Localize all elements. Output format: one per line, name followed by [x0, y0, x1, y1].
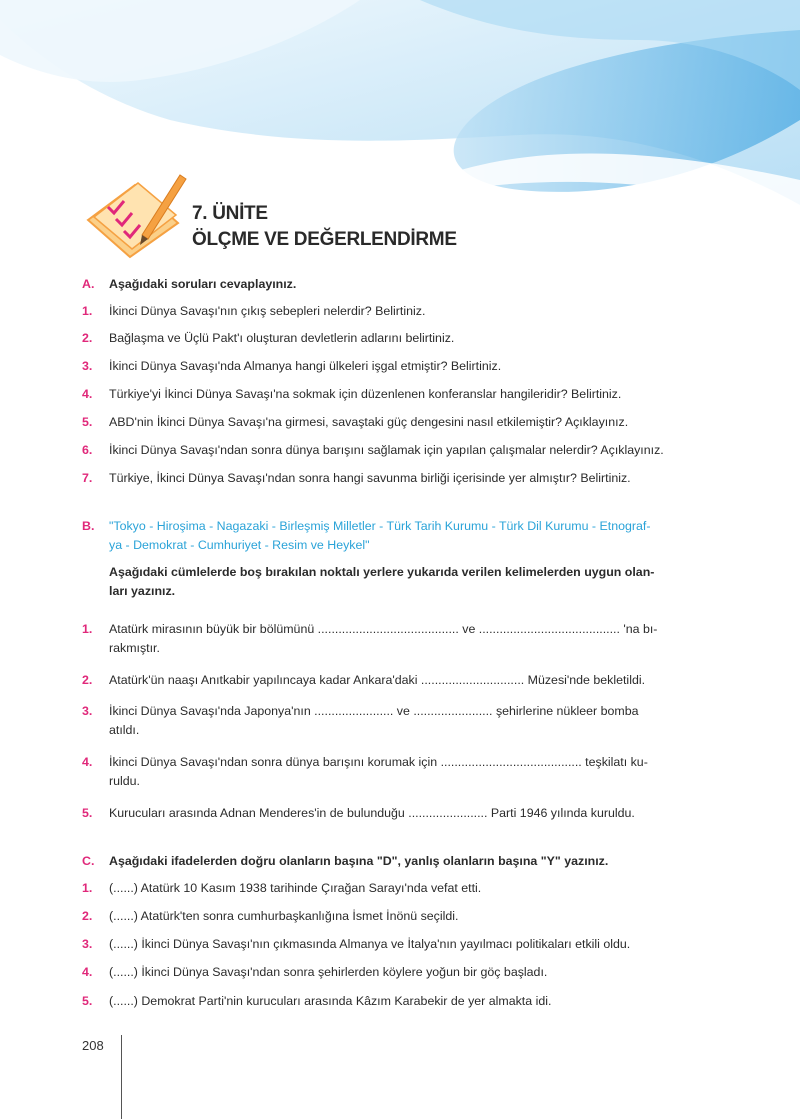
- true-false-text: (......) Demokrat Parti'nin kurucuları arasında Kâzım Karabekir de yer almakta idi.: [109, 994, 552, 1008]
- unit-subtitle: ÖLÇME VE DEĞERLENDİRME: [192, 229, 457, 250]
- section-letter: B.: [82, 519, 95, 533]
- fill-blank-text: İkinci Dünya Savaşı'nda Japonya'nın ....................... ve ....................... şehirlerine nükleer bomba: [109, 704, 639, 718]
- word-bank-line: "Tokyo - Hiroşima - Nagazaki - Birleşmiş Milletler - Türk Tarih Kurumu - Türk Dil Kurumu - Etnograf-: [109, 519, 651, 533]
- page-number: 208: [82, 1038, 104, 1053]
- question-text: İkinci Dünya Savaşı'nda Almanya hangi ülkeleri işgal etmiştir? Belirtiniz.: [109, 359, 502, 373]
- fill-blank-text: İkinci Dünya Savaşı'ndan sonra dünya barışını korumak için ......................................... teşkilatı ku-: [109, 755, 648, 769]
- word-bank-line: ya - Demokrat - Cumhuriyet - Resim ve Heykel": [109, 538, 370, 552]
- question-text: Bağlaşma ve Üçlü Pakt'ı oluşturan devletlerin adlarını belirtiniz.: [109, 331, 455, 345]
- fill-blank-text: Atatürk mirasının büyük bir bölümünü ......................................... ve ......................................... 'na bı-: [109, 622, 658, 636]
- checklist-pencil-icon: [80, 165, 190, 260]
- question-text: İkinci Dünya Savaşı'ndan sonra dünya barışını sağlamak için yapılan çalışmalar nelerdir? Açıklayınız.: [109, 443, 664, 457]
- true-false-text: (......) Atatürk'ten sonra cumhurbaşkanlığına İsmet İnönü seçildi.: [109, 909, 459, 923]
- section-instruction: Aşağıdaki soruları cevaplayınız.: [109, 277, 297, 291]
- question-text: İkinci Dünya Savaşı'nın çıkış sebepleri nelerdir? Belirtiniz.: [109, 304, 426, 318]
- true-false-text: (......) Atatürk 10 Kasım 1938 tarihinde Çırağan Sarayı'nda vefat etti.: [109, 881, 482, 895]
- true-false-text: (......) İkinci Dünya Savaşı'nın çıkmasında Almanya ve İtalya'nın yayılmacı politikaları etkili oldu.: [109, 937, 631, 951]
- question-text: ABD'nin İkinci Dünya Savaşı'na girmesi, savaştaki güç dengesini nasıl etkilemiştir? Açıklayınız.: [109, 415, 629, 429]
- fill-blank-text: rakmıştır.: [109, 641, 160, 655]
- fill-blank-text: Atatürk'ün naaşı Anıtkabir yapılıncaya kadar Ankara'daki .............................. Müzesi'nde bekletildi.: [109, 673, 646, 687]
- footer-divider: [121, 1035, 122, 1119]
- section-instruction: Aşağıdaki cümlelerde boş bırakılan noktalı yerlere yukarıda verilen kelimelerden uygun olan-: [109, 565, 655, 579]
- section-letter: C.: [82, 854, 95, 868]
- unit-title: 7. ÜNİTE: [192, 203, 268, 224]
- fill-blank-text: ruldu.: [109, 774, 140, 788]
- section-instruction: Aşağıdaki ifadelerden doğru olanların başına "D", yanlış olanların başına "Y" yazınız.: [109, 854, 609, 868]
- unit-header: [80, 165, 600, 265]
- section-instruction: ları yazınız.: [109, 584, 176, 598]
- question-text: Türkiye, İkinci Dünya Savaşı'ndan sonra hangi savunma birliği içerisinde yer almıştır? Belirtiniz.: [109, 471, 631, 485]
- question-text: Türkiye'yi İkinci Dünya Savaşı'na sokmak için düzenlenen konferanslar hangileridir? Belirtiniz.: [109, 387, 622, 401]
- true-false-text: (......) İkinci Dünya Savaşı'ndan sonra şehirlerden köylere yoğun bir göç başladı.: [109, 965, 548, 979]
- worksheet-page: 7. ÜNİTE ÖLÇME VE DEĞERLENDİRME A. Aşağıdaki soruları cevaplayınız. 1. İkinci Dünya Savaşı'nın çıkış sebepleri nelerdir? Belirtiniz. 2. Bağlaşma ve Üçlü Pakt'ı oluşturan devletlerin adlarını belirtiniz. 3. İkinci Dünya Savaşı'nda Almanya hangi ülkeleri işgal etmiştir? Belirtiniz. 4. Türkiye'yi İkinci Dünya Savaşı'na sokmak için düzenlenen konferanslar hangileridir? Belirtiniz. 5. ABD'nin İkinci Dünya Savaşı'na girmesi, savaştaki güç dengesini nasıl etkilemiştir? Açıklayınız. 6. İkinci Dünya Savaşı'ndan sonra dünya barışını sağlamak için yapılan çalışmalar nelerdir? Açıklayınız. 7. Türkiye, İkinci Dünya Savaşı'ndan sonra hangi savunma birliği içerisinde yer almıştır? Belirtiniz. B. "Tokyo - Hiroşima - Nagazaki - Birleşmiş Milletler - Türk Tarih Kurumu - Türk Dil Kurumu - Etnograf- ya - Demokrat - Cumhuriyet - Resim ve Heykel" Aşağıdaki cümlelerde boş bırakılan noktalı yerlere yukarıda verilen kelimelerden uygun olan- ları yazınız. 1. Atatürk mirasının büyük bir bölümünü ......................................... ve ......................................... 'na bı- rakmıştır. 2. Atatürk'ün naaşı Anıtkabir yapılıncaya kadar Ankara'daki .............................. Müzesi'nde bekletildi. 3. İkinci Dünya Savaşı'nda Japonya'nın ....................... ve ....................... şehirlerine nükleer bomba atıldı. 4. İkinci Dünya Savaşı'ndan sonra dünya barışını korumak için ......................................... teşkilatı ku- ruldu. 5. Kurucuları arasında Adnan Menderes'in de bulunduğu ....................... Parti 1946 yılında kuruldu. C. Aşağıdaki ifadelerden doğru olanların başına "D", yanlış olanların başına "Y" yazınız. 1. (......) Atatürk 10 Kasım 1938 tarihinde Çırağan Sarayı'nda vefat etti. 2. (......) Atatürk'ten sonra cumhurbaşkanlığına İsmet İnönü seçildi. 3. (......) İkinci Dünya Savaşı'nın çıkmasında Almanya ve İtalya'nın yayılmacı politikaları etkili oldu. 4. (......) İkinci Dünya Savaşı'ndan sonra şehirlerden köylere yoğun bir göç başladı. 5. (......) Demokrat Parti'nin kurucuları arasında Kâzım Karabekir de yer almakta idi. 208: [0, 0, 800, 1119]
- section-letter: A.: [82, 277, 95, 291]
- fill-blank-text: atıldı.: [109, 723, 140, 737]
- fill-blank-text: Kurucuları arasında Adnan Menderes'in de bulunduğu ....................... Parti 1946 yılında kuruldu.: [109, 806, 635, 820]
